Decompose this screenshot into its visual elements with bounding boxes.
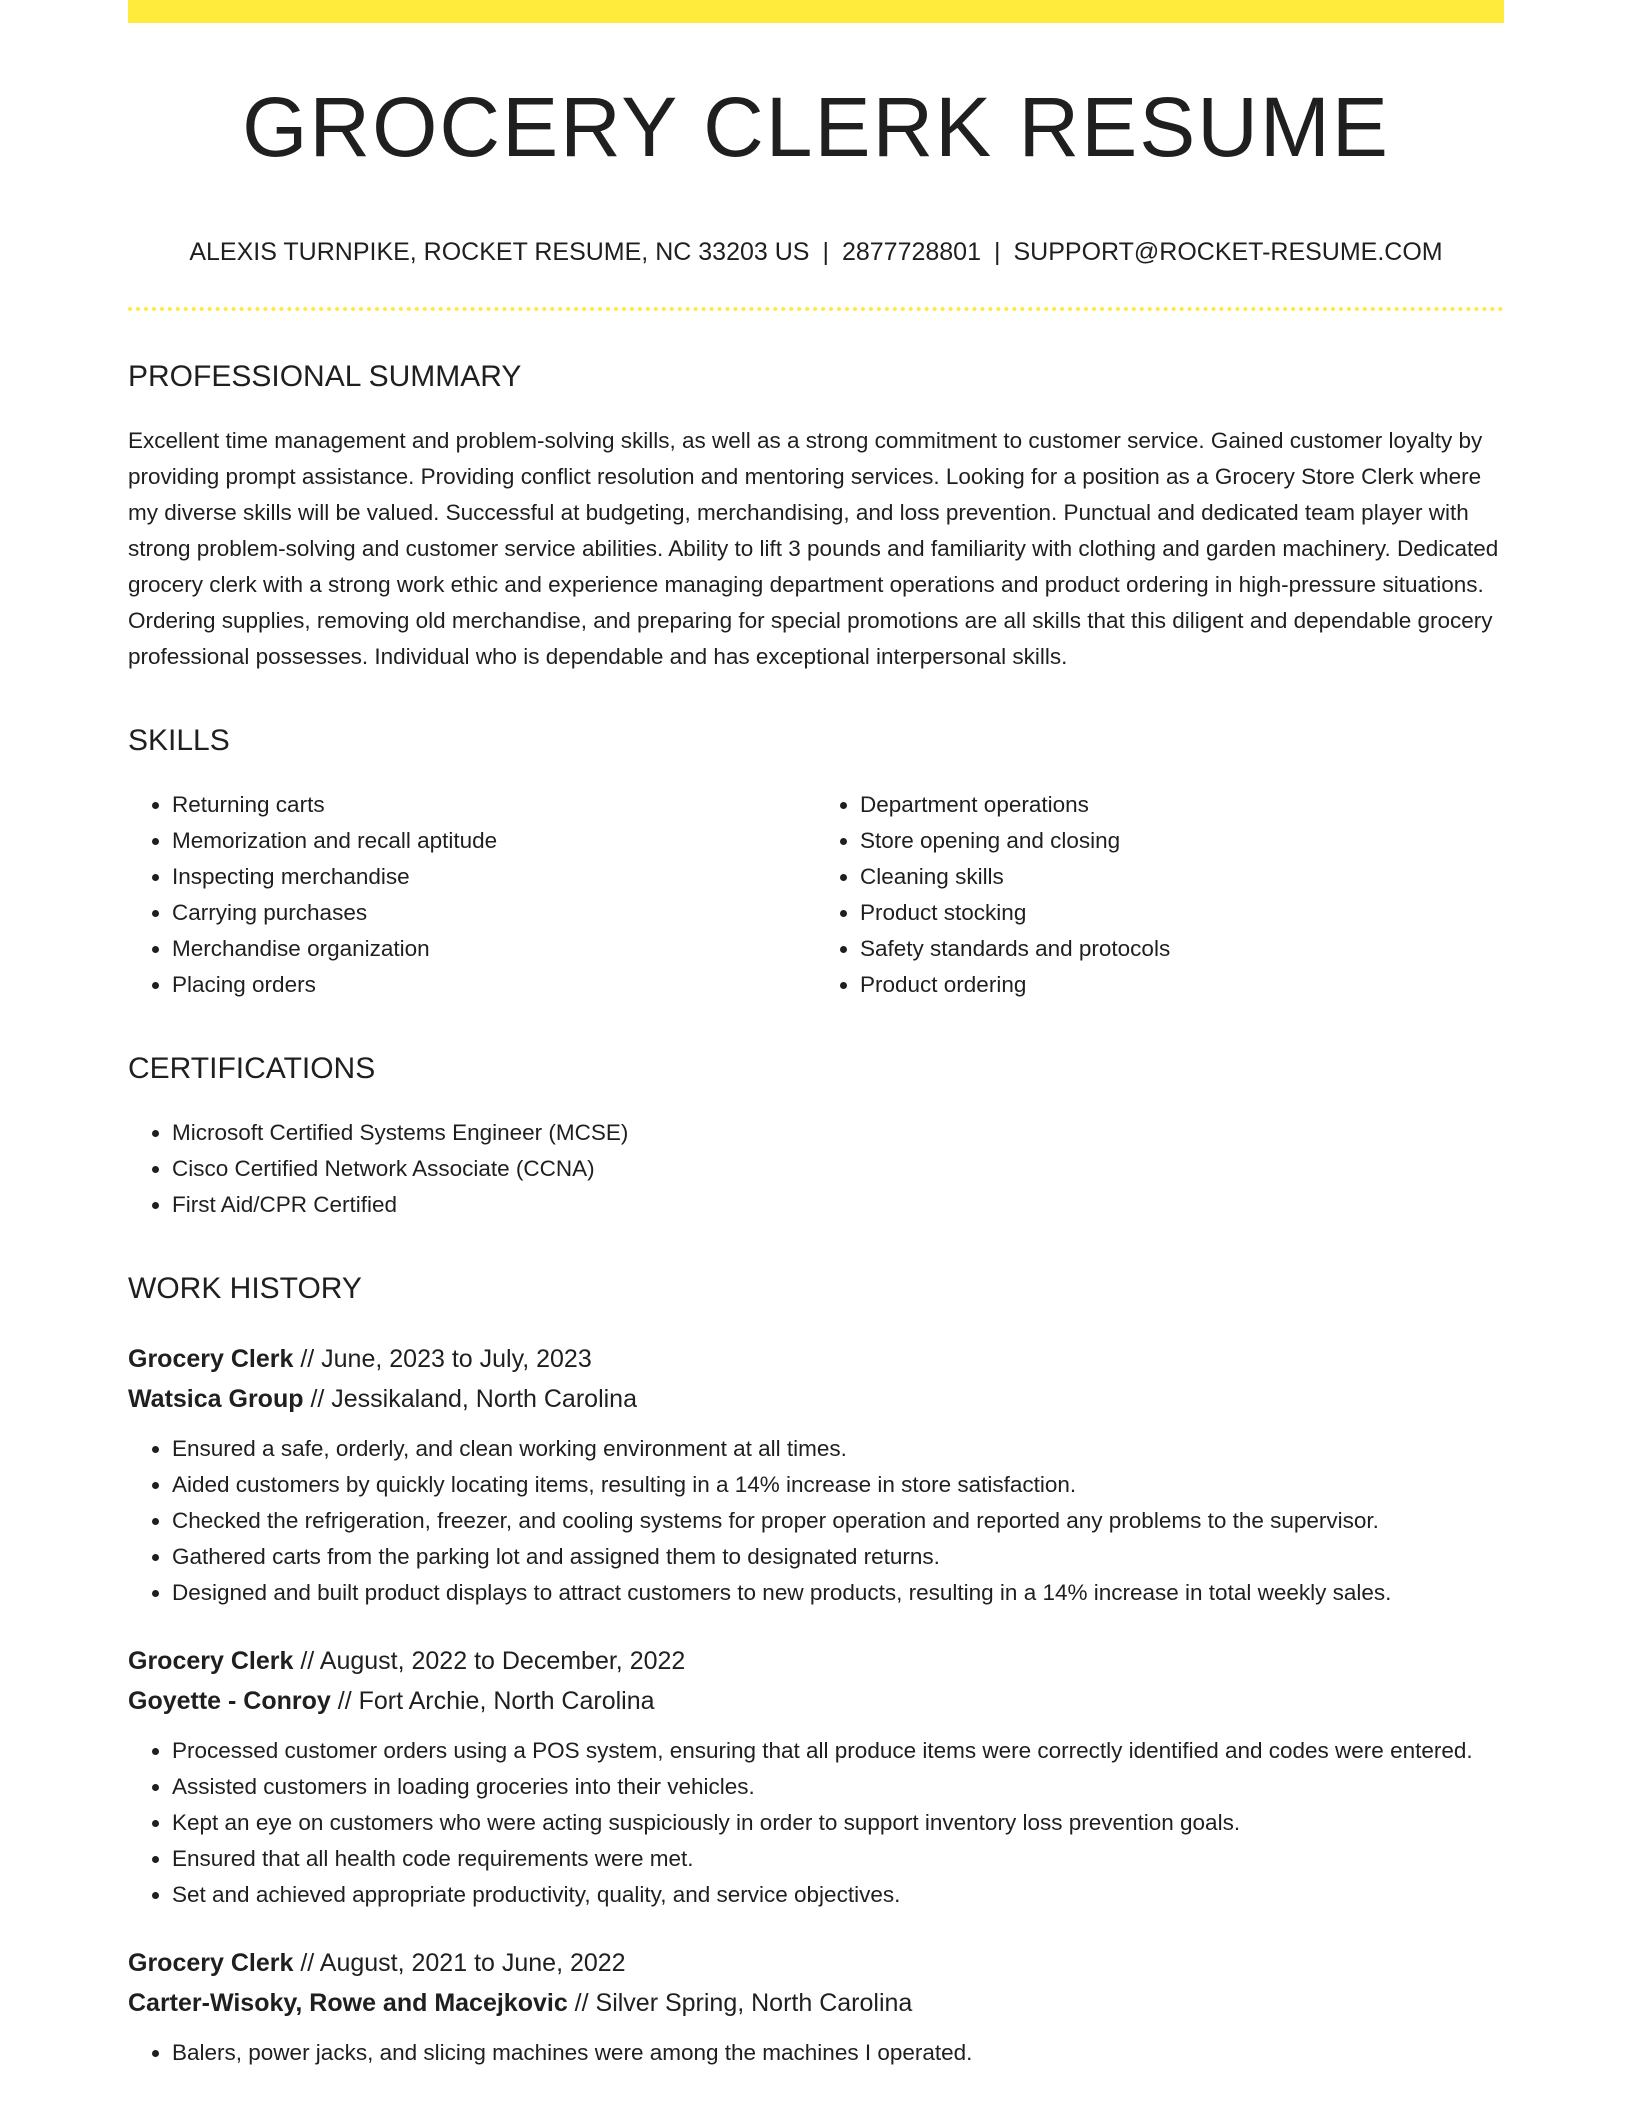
job-bullet: • Gathered carts from the parking lot and assigned them to designated returns. — [172, 1539, 1504, 1575]
job-location: // Silver Spring, North Carolina — [567, 1989, 913, 2017]
job-bullet: • Checked the refrigeration, freezer, and cooling systems for proper operation and reported any problems to the supervisor. — [172, 1503, 1504, 1539]
page-title: GROCERY CLERK RESUME — [242, 80, 1390, 174]
job-dates: // August, 2021 to June, 2022 — [293, 1949, 626, 1977]
skill-item: • Department operations — [860, 787, 1504, 823]
job-bullet: • Ensured a safe, orderly, and clean working environment at all times. — [172, 1431, 1504, 1467]
summary-text: Excellent time management and problem-solving skills, as well as a strong commitment to customer service. Gained customer loyalty by providing prompt assistance. Providing conflict resolution and mentoring services. Looking for a position as a Grocery Store Clerk where my diverse skills will be valued. Successful at budgeting, merchandising, and loss prevention. Punctual and dedicated team player with strong problem-solving and customer service abilities. Ability to lift 3 pounds and familiarity with clothing and garden machinery. Dedicated grocery clerk with a strong work ethic and experience managing department operations and product ordering in high-pressure situations. Ordering supplies, removing old merchandise, and preparing for special promotions are all skills that this diligent and dependable grocery professional possesses. Individual who is dependable and has exceptional interpersonal skills. — [128, 428, 1499, 669]
job-dates: // June, 2023 to July, 2023 — [293, 1345, 592, 1373]
job-title-line — [128, 1943, 1504, 1983]
work-history-heading: WORK HISTORY — [128, 1272, 362, 1305]
accent-top-bar — [128, 0, 1504, 23]
certifications-heading: CERTIFICATIONS — [128, 1052, 376, 1085]
job-bullet-list — [128, 2035, 1504, 2071]
contact-phone: 2877728801 — [841, 238, 981, 266]
job-company: Watsica Group — [128, 1385, 304, 1413]
skill-item: • Memorization and recall aptitude — [172, 823, 816, 859]
job-bullet: • Kept an eye on customers who were acting suspiciously in order to support inventory loss prevention goals. — [172, 1805, 1504, 1841]
job-bullet: • Designed and built product displays to attract customers to new products, resulting in a 14% increase in total weekly sales. — [172, 1575, 1504, 1611]
skill-item: • Placing orders — [172, 967, 816, 1003]
skills-grid — [128, 787, 1504, 1003]
job-company-line — [128, 1379, 1504, 1419]
job-title-line — [128, 1641, 1504, 1681]
skill-item: • Product stocking — [860, 895, 1504, 931]
job-bullet: • Ensured that all health code requirements were met. — [172, 1841, 1504, 1877]
certification-item: • Cisco Certified Network Associate (CCNA) — [172, 1151, 1504, 1187]
skill-item: • Product ordering — [860, 967, 1504, 1003]
job-role: Grocery Clerk — [128, 1949, 294, 1977]
skills-list-right — [816, 787, 1504, 1003]
contact-line — [128, 237, 1504, 267]
job-bullet-list — [128, 1431, 1504, 1611]
job-entry — [128, 1943, 1504, 2071]
job-title-line — [128, 1339, 1504, 1379]
job-dates: // August, 2022 to December, 2022 — [293, 1647, 686, 1675]
summary-heading: PROFESSIONAL SUMMARY — [128, 360, 522, 393]
resume-page — [128, 0, 1504, 2071]
certifications-list — [128, 1115, 1504, 1223]
skill-item: • Safety standards and protocols — [860, 931, 1504, 967]
job-entry — [128, 1339, 1504, 1611]
contact-separator: | — [822, 238, 829, 266]
job-bullet: • Set and achieved appropriate productivity, quality, and service objectives. — [172, 1877, 1504, 1913]
job-bullet: • Processed customer orders using a POS system, ensuring that all produce items were correctly identified and codes were entered. — [172, 1733, 1504, 1769]
skills-heading: SKILLS — [128, 724, 230, 757]
contact-address: ALEXIS TURNPIKE, ROCKET RESUME, NC 33203 US — [189, 238, 810, 266]
job-role: Grocery Clerk — [128, 1647, 294, 1675]
skill-item: • Inspecting merchandise — [172, 859, 816, 895]
job-location: // Fort Archie, North Carolina — [330, 1687, 655, 1715]
job-company-line — [128, 1983, 1504, 2023]
skill-item: • Carrying purchases — [172, 895, 816, 931]
skill-item: • Merchandise organization — [172, 931, 816, 967]
contact-separator: | — [994, 238, 1001, 266]
job-entry — [128, 1641, 1504, 1913]
job-bullet: • Balers, power jacks, and slicing machines were among the machines I operated. — [172, 2035, 1504, 2071]
job-bullet: • Aided customers by quickly locating items, resulting in a 14% increase in store satisfaction. — [172, 1467, 1504, 1503]
skills-list-left — [128, 787, 816, 1003]
job-location: // Jessikaland, North Carolina — [303, 1385, 637, 1413]
job-bullet: • Assisted customers in loading groceries into their vehicles. — [172, 1769, 1504, 1805]
skill-item: • Cleaning skills — [860, 859, 1504, 895]
dotted-divider — [128, 307, 1504, 311]
job-company: Carter-Wisoky, Rowe and Macejkovic — [128, 1989, 568, 2017]
certification-item: • First Aid/CPR Certified — [172, 1187, 1504, 1223]
contact-email: SUPPORT@ROCKET-RESUME.COM — [1013, 238, 1443, 266]
skill-item: • Returning carts — [172, 787, 816, 823]
certification-item: • Microsoft Certified Systems Engineer (MCSE) — [172, 1115, 1504, 1151]
skill-item: • Store opening and closing — [860, 823, 1504, 859]
job-company-line — [128, 1681, 1504, 1721]
job-company: Goyette - Conroy — [128, 1687, 331, 1715]
job-role: Grocery Clerk — [128, 1345, 294, 1373]
job-bullet-list — [128, 1733, 1504, 1913]
